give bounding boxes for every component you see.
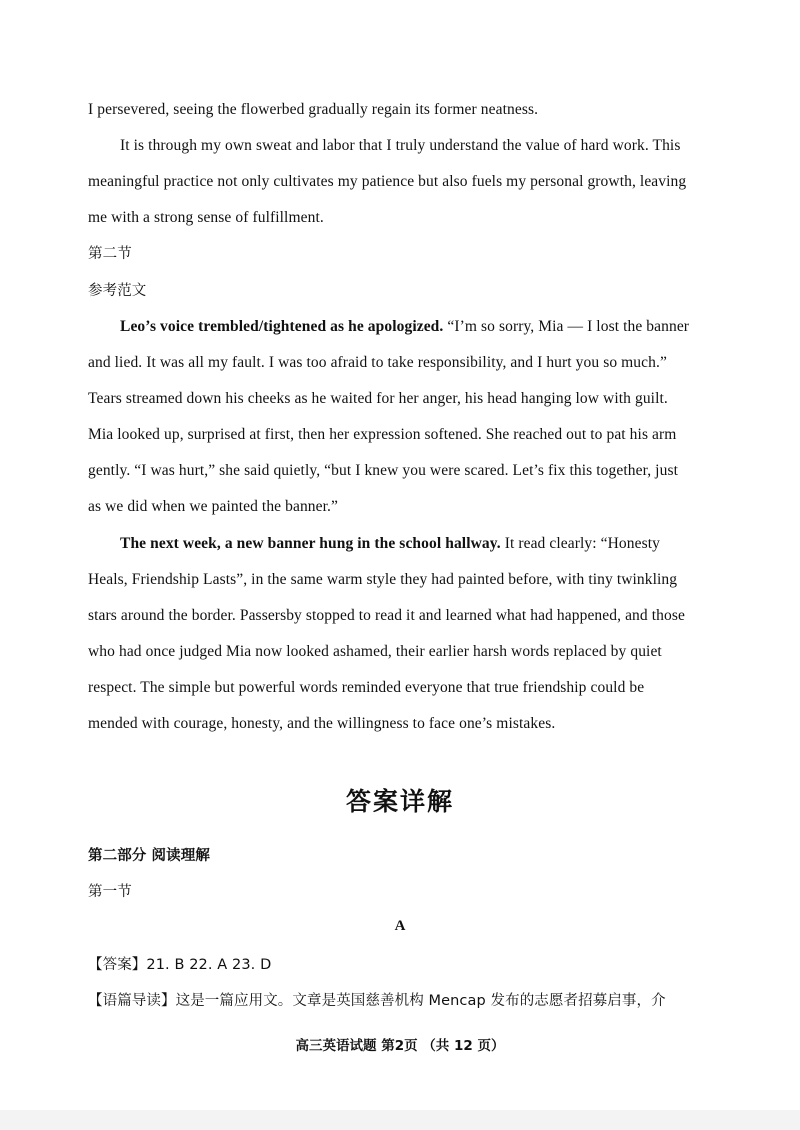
essay2-paragraph1-line (120, 317, 713, 337)
section-label: 第一节 (88, 884, 132, 900)
essay1-paragraph-line: me with a strong sense of fulfillment. (88, 209, 324, 226)
essay2-paragraph2-line: stars around the border. Passersby stopped to read it and learned what had happened, and those (88, 607, 685, 624)
essay2-paragraph2-line (120, 534, 713, 554)
essay2-paragraph1-line: Tears streamed down his cheeks as he waited for her anger, his head hanging low with guilt. (88, 390, 668, 407)
paragraph-opening-sentence: The next week, a new banner hung in the school hallway. (120, 535, 501, 552)
essay2-paragraph2-line: who had once judged Mia now looked ashamed, their earlier harsh words replaced by quiet (88, 643, 662, 660)
paragraph-text: “I’m so sorry, Mia — I lost the banner (443, 318, 690, 335)
essay2-paragraph2-line: mended with courage, honesty, and the willingness to face one’s mistakes. (88, 715, 556, 732)
essay2-paragraph1-line: Mia looked up, surprised at first, then her expression softened. She reached out to pat his arm (88, 426, 677, 443)
answers-title: 答案详解 (345, 787, 454, 816)
essay2-paragraph2-line: respect. The simple but powerful words reminded everyone that true friendship could be (88, 679, 645, 696)
answer-line: 【答案】21. B 22. A 23. D (88, 957, 272, 973)
essay1-paragraph-line: meaningful practice not only cultivates my patience but also fuels my personal growth, leaving (88, 173, 687, 190)
model-essay-label: 参考范文 (88, 283, 147, 299)
part-heading: 第二部分 阅读理解 (88, 848, 210, 864)
section-label: 第二节 (88, 246, 132, 262)
essay1-closing-line: I persevered, seeing the flowerbed gradually regain its former neatness. (88, 101, 539, 118)
essay2-paragraph2-line: Heals, Friendship Lasts”, in the same warm style they had painted before, with tiny twinkling (88, 571, 678, 588)
passage-letter: A (394, 918, 406, 934)
essay1-paragraph-line: It is through my own sweat and labor that I truly understand the value of hard work. This (120, 137, 681, 154)
page-bottom-edge (0, 1110, 800, 1130)
paragraph-opening-sentence: Leo’s voice trembled/tightened as he apologized. (120, 318, 444, 335)
essay2-paragraph1-line: and lied. It was all my fault. I was too afraid to take responsibility, and I hurt you so much.” (88, 354, 667, 371)
paragraph-text: It read clearly: “Honesty (500, 535, 660, 552)
page-footer: 高三英语试题 第2页 （共 12 页） (295, 1038, 505, 1054)
passage-guide-line: 【语篇导读】这是一篇应用文。文章是英国慈善机构 Mencap 发布的志愿者招募启事，介 (88, 993, 666, 1009)
essay2-paragraph1-line: as we did when we painted the banner.” (88, 498, 338, 515)
essay2-paragraph1-line: gently. “I was hurt,” she said quietly, “but I knew you were scared. Let’s fix this together, just (88, 462, 678, 479)
